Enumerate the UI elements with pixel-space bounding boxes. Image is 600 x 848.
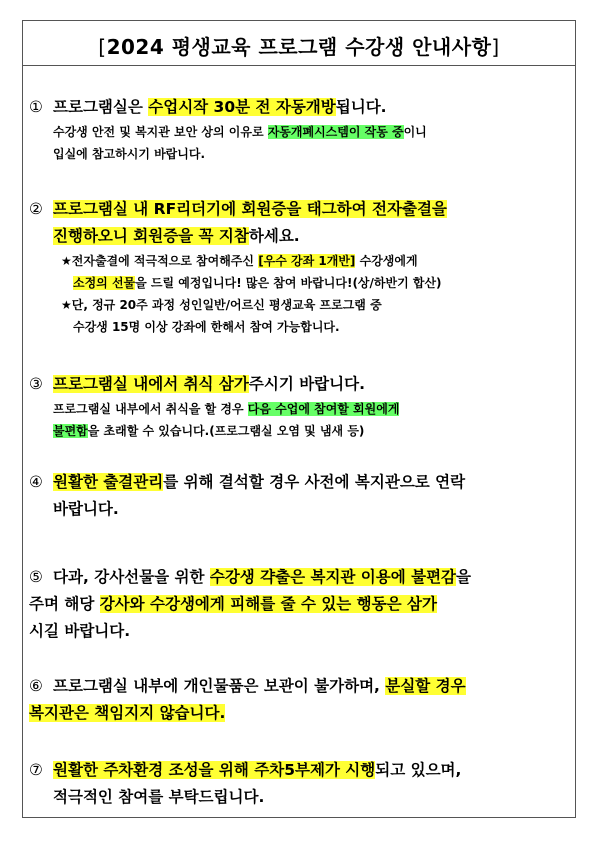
highlight-green: 다음 수업에 참여할 회원에게	[247, 402, 400, 416]
page-title	[23, 31, 575, 60]
notice-item-7	[29, 757, 569, 811]
highlight-yellow: 주차5부제가 시행	[254, 761, 376, 779]
item-2-note	[29, 250, 569, 272]
highlight-yellow: [우수 강좌 1개반]	[258, 254, 356, 268]
item-4-number: ④	[29, 473, 43, 491]
text: 수강생에게	[355, 254, 418, 268]
text: 프로그램실 내부에 개인물품은 보관이 불가하며,	[53, 677, 386, 695]
highlight-yellow: 프로그램실 내에서 취식 삼가	[53, 375, 249, 393]
item-3-number: ③	[29, 375, 43, 393]
item-6-main	[29, 700, 569, 727]
item-2-number: ②	[29, 200, 43, 218]
item-1-sub	[29, 121, 569, 143]
item-2-note: ★단, 정규 20주 과정 성인일반/어르신 평생교육 프로그램 중	[61, 298, 382, 312]
highlight-yellow: 원활한 주차환경 조성을 위해	[53, 761, 255, 779]
notice-item-1	[29, 94, 569, 165]
text: 다과, 강사선물을 위한	[53, 568, 210, 586]
highlight-yellow: 강사와 수강생에게 피해를 줄 수 있는 행동은 삼가	[99, 595, 437, 613]
notice-item-5	[29, 564, 569, 645]
text: 주며 해당	[29, 595, 100, 613]
text: 을 드릴 예정입니다! 많은 참여 바랍니다!(상/하반기 합산)	[135, 276, 442, 290]
text: ★전자출결에 적극적으로 참여해주신	[61, 254, 259, 268]
text: 됩니다.	[335, 98, 387, 116]
item-7-main	[29, 757, 569, 784]
item-7-main: 적극적인 참여를 부탁드립니다.	[53, 788, 265, 806]
item-5-main	[29, 591, 569, 618]
item-2-main	[29, 196, 569, 223]
highlight-yellow: 원활한 출결관리	[53, 473, 164, 491]
highlight-yellow: 프로그램실 내 RF리더기에 회원증을 태그하여 전자출결을	[53, 200, 447, 218]
notice-item-4	[29, 469, 569, 523]
item-3-sub	[29, 398, 569, 420]
item-2-note	[29, 272, 569, 294]
text: 수강생 안전 및 복지관 보안 상의 이유로	[53, 125, 268, 139]
text: 를 위해 결석할 경우 사전에 복지관으로 연락	[163, 473, 466, 491]
item-4-main: 바랍니다.	[53, 500, 119, 518]
text: 을	[456, 568, 472, 586]
item-5-main	[29, 564, 569, 591]
title-text: 2024 평생교육 프로그램 수강생 안내사항	[106, 35, 492, 59]
item-5-main: 시길 바랍니다.	[29, 622, 131, 640]
text: 이니	[403, 125, 427, 139]
item-1-sub: 입실에 참고하시기 바랍니다.	[53, 147, 206, 161]
title-open-bracket: [	[98, 35, 107, 59]
item-6-number: ⑥	[29, 677, 43, 695]
item-6-main	[29, 673, 569, 700]
text: 프로그램실 내부에서 취식을 할 경우	[53, 402, 248, 416]
item-7-number: ⑦	[29, 761, 43, 779]
notice-sheet	[22, 20, 576, 818]
item-2-main	[29, 223, 569, 250]
notice-item-6	[29, 673, 569, 727]
highlight-yellow: 소정의 선물	[73, 276, 136, 290]
highlight-green: 자동개폐시스템이 작동 중	[267, 125, 404, 139]
title-close-bracket: ]	[491, 35, 500, 59]
highlight-yellow: 수업시작 30분 전 자동개방	[148, 98, 336, 116]
highlight-yellow: 진행하오니 회원증을 꼭 지참	[53, 227, 249, 245]
notice-item-3	[29, 371, 569, 442]
text: 하세요.	[248, 227, 300, 245]
item-3-main	[29, 371, 569, 398]
highlight-yellow: 복지관은 책임지지 않습니다.	[29, 704, 226, 722]
highlight-yellow: 분실할 경우	[385, 677, 466, 695]
item-2-note: 수강생 15명 이상 강좌에 한해서 참여 가능합니다.	[73, 320, 340, 334]
item-1-main	[29, 94, 569, 121]
item-1-number: ①	[29, 98, 43, 116]
text: 되고 있으며,	[375, 761, 462, 779]
notice-item-2	[29, 196, 569, 338]
text: 프로그램실은	[53, 98, 149, 116]
highlight-yellow: 수강생 갹출은 복지관 이용에 불편감	[209, 568, 457, 586]
title-divider	[23, 65, 575, 66]
item-3-sub	[29, 420, 569, 442]
text: 을 초래할 수 있습니다.(프로그램실 오염 및 냄새 등)	[87, 424, 365, 438]
item-4-main	[29, 469, 569, 496]
text: 주시기 바랍니다.	[248, 375, 365, 393]
highlight-green: 불편함	[53, 424, 88, 438]
item-5-number: ⑤	[29, 568, 43, 586]
